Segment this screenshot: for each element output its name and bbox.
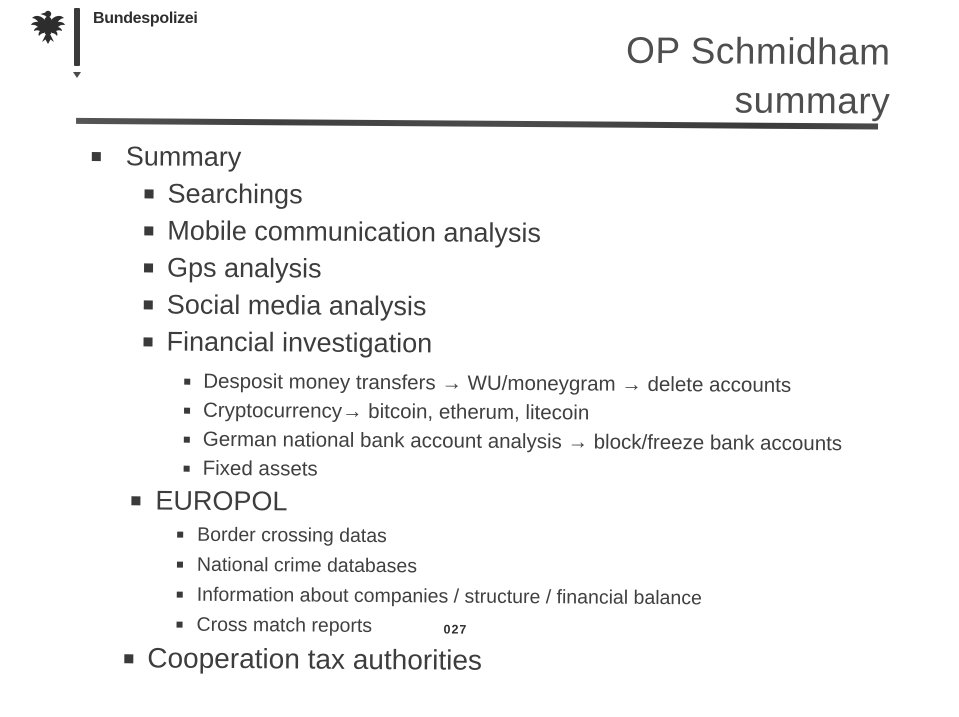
bullet-square-icon [144,263,153,272]
page-number-stamp: 027 [443,622,468,637]
bullet-square-icon [144,226,153,235]
list-item-label: Border crossing datas [197,523,387,547]
bullet-square-icon [144,300,153,309]
list-item-label: Cryptocurrency→ bitcoin, etherum, litecoin [202,398,590,424]
list-item-label: Cooperation tax authorities [147,642,483,676]
logo-wordmark: Bundespolizei [93,10,198,27]
bullet-square-icon [177,622,183,628]
list-item [0,136,940,181]
list-item-label: Gps analysis [166,252,322,284]
list-item-label: Fixed assets [202,456,318,481]
bullet-square-icon [184,378,190,384]
bullet-square-icon [124,654,133,663]
list-item-label: Cross match reports [196,613,373,637]
slide-title-line2: summary [734,79,891,122]
bullet-square-icon [131,496,140,505]
list-item-label: EUROPOL [155,485,288,517]
bullet-square-icon [177,592,183,598]
bullet-square-icon [145,189,154,198]
slide-title [626,26,891,126]
list-item [0,638,936,683]
list-item-label: German national bank account analysis → block/freeze bank accounts [202,427,843,455]
list-item-label: Searchings [167,178,303,210]
bullet-square-icon [177,532,183,538]
list-item-label: Desposit money transfers → WU/moneygram → delete accounts [203,369,792,397]
bullet-square-icon [177,562,183,568]
bullet-square-icon [184,407,190,413]
list-item-label: Social media analysis [166,289,427,322]
list-item-label: Financial investigation [166,326,433,359]
list-item-label: Summary [125,140,242,172]
list-item-label: Mobile communication analysis [167,215,542,249]
bullet-square-icon [184,436,190,442]
list-item [0,322,939,366]
bullet-square-icon [184,465,190,471]
list-item-label: National crime databases [196,553,418,577]
list-item-label: Information about companies / structure / financial balance [196,583,702,609]
bullet-square-icon [143,337,152,346]
slide-title-line1: OP Schmidham [626,29,891,73]
bullet-square-icon [92,152,101,161]
outline-list [0,136,940,683]
